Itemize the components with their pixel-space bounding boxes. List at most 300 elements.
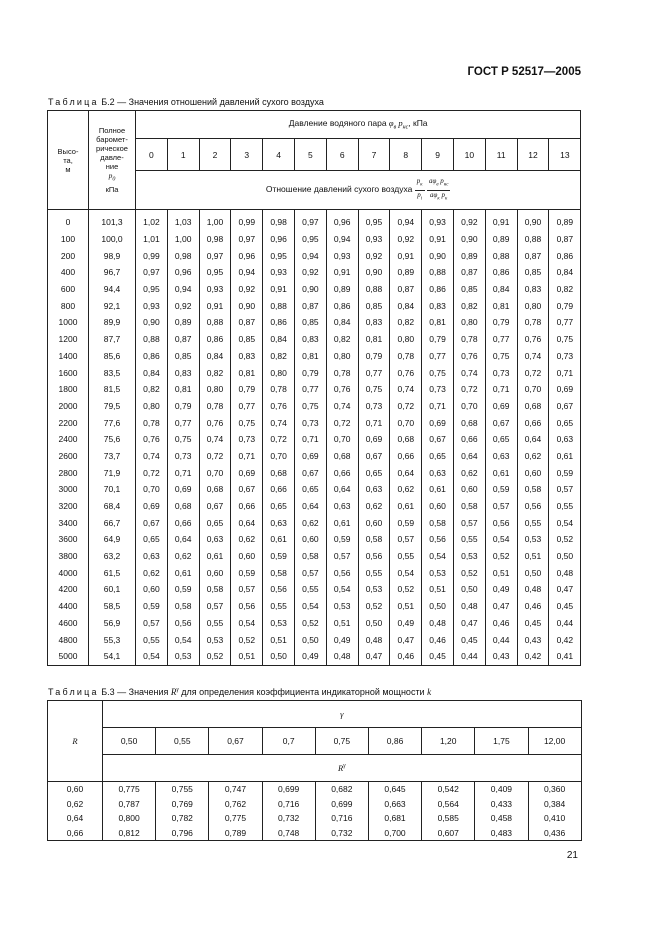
table-cell: 0,700 (368, 826, 421, 841)
table-cell: 0,92 (390, 231, 422, 248)
table-cell: 4800 (48, 631, 89, 648)
table-cell: 0,585 (422, 811, 475, 826)
table-cell: 0,79 (549, 297, 581, 314)
table-cell: 0,74 (326, 398, 358, 415)
table-cell: 0,45 (549, 598, 581, 615)
table-cell: 0,93 (263, 264, 295, 281)
table-cell: 0,69 (294, 448, 326, 465)
table-cell: 0,67 (358, 448, 390, 465)
table-row (48, 531, 581, 548)
table-cell: 0,74 (199, 431, 231, 448)
table-cell: 0,78 (326, 364, 358, 381)
table-cell: 0,47 (549, 581, 581, 598)
table-cell: 0,50 (294, 631, 326, 648)
table-cell: 92,1 (89, 297, 136, 314)
table-cell: 0,769 (156, 797, 209, 812)
table-cell: 0,78 (517, 314, 549, 331)
table-cell: 0,76 (453, 348, 485, 365)
table-cell: 0,81 (358, 331, 390, 348)
table-cell: 75,6 (89, 431, 136, 448)
table-cell: 0,73 (485, 364, 517, 381)
vapor-col-header: 0 (136, 139, 168, 171)
table-cell: 0,64 (326, 481, 358, 498)
table-cell: 0,51 (422, 581, 454, 598)
table-cell: 0,88 (485, 247, 517, 264)
table-cell: 0,54 (167, 631, 199, 648)
table-cell: 0,483 (475, 826, 528, 841)
table-cell: 0,52 (549, 531, 581, 548)
table-row (48, 314, 581, 331)
table-cell: 0,70 (136, 481, 168, 498)
table-cell: 0,67 (294, 464, 326, 481)
table-cell: 0,97 (136, 264, 168, 281)
table-cell: 0,94 (167, 281, 199, 298)
table-cell: 0,53 (326, 598, 358, 615)
table-cell: 0,748 (262, 826, 315, 841)
table-cell: 0,93 (422, 210, 454, 231)
table-cell: 0,47 (485, 598, 517, 615)
table-cell: 0,97 (231, 231, 263, 248)
table-cell: 0,61 (390, 498, 422, 515)
table-row (48, 464, 581, 481)
table-cell: 3800 (48, 548, 89, 565)
table-cell: 0,54 (231, 615, 263, 632)
table-cell: 0,800 (103, 811, 156, 826)
table-cell: 70,1 (89, 481, 136, 498)
table-cell: 0,64 (517, 431, 549, 448)
table-cell: 0,48 (549, 564, 581, 581)
table-cell: 0,92 (167, 297, 199, 314)
table-cell: 0,67 (136, 514, 168, 531)
table-cell: 0,94 (390, 210, 422, 231)
table-cell: 0,72 (517, 364, 549, 381)
table-cell: 0,88 (263, 297, 295, 314)
table-cell: 4600 (48, 615, 89, 632)
table-cell: 0,85 (517, 264, 549, 281)
table-cell: 0,52 (485, 548, 517, 565)
table-cell: 0,46 (485, 615, 517, 632)
gamma-col-header: 1,75 (475, 728, 528, 755)
table-cell: 0,56 (263, 581, 295, 598)
table-cell: 0,51 (263, 631, 295, 648)
table-row (48, 414, 581, 431)
col-height-header: Высо- та, м (48, 111, 89, 210)
table-cell: 0,63 (263, 514, 295, 531)
table-cell: 0,699 (315, 797, 368, 812)
table-cell: 0,48 (453, 598, 485, 615)
table-cell: 0,699 (262, 782, 315, 797)
table-cell: 58,5 (89, 598, 136, 615)
table-row (48, 826, 582, 841)
table-cell: 100,0 (89, 231, 136, 248)
table-cell: 0,95 (263, 247, 295, 264)
caption-label: Таблица (48, 97, 99, 107)
table-cell: 0,75 (422, 364, 454, 381)
table-cell: 0,55 (263, 598, 295, 615)
table-cell: 0,81 (422, 314, 454, 331)
table-row (48, 648, 581, 665)
table-cell: 0,50 (422, 598, 454, 615)
table-cell: 83,5 (89, 364, 136, 381)
table-row (48, 331, 581, 348)
table-cell: 0,59 (231, 564, 263, 581)
table-cell: 0,607 (422, 826, 475, 841)
table-cell: 64,9 (89, 531, 136, 548)
table-cell: 0,66 (390, 448, 422, 465)
table-cell: 0,71 (485, 381, 517, 398)
table-cell: 0,62 (231, 531, 263, 548)
table-cell: 0,90 (453, 231, 485, 248)
table-cell: 0,93 (199, 281, 231, 298)
table-cell: 0,79 (231, 381, 263, 398)
table-cell: 0,95 (294, 231, 326, 248)
table-cell: 0,63 (358, 481, 390, 498)
vapor-col-header: 11 (485, 139, 517, 171)
table-cell: 0,67 (485, 414, 517, 431)
table-cell: 0,90 (136, 314, 168, 331)
table-cell: 0,96 (231, 247, 263, 264)
table-cell: 0,66 (517, 414, 549, 431)
table-cell: 0,69 (549, 381, 581, 398)
table-cell: 3400 (48, 514, 89, 531)
table-cell: 0,433 (475, 797, 528, 812)
table-row (48, 811, 582, 826)
table-row (48, 481, 581, 498)
table-cell: 0,50 (549, 548, 581, 565)
table-cell: 0,66 (48, 826, 103, 841)
table-cell: 0,64 (453, 448, 485, 465)
vapor-col-header: 8 (390, 139, 422, 171)
table-cell: 56,9 (89, 615, 136, 632)
table-cell: 0,72 (453, 381, 485, 398)
table-cell: 0,69 (485, 398, 517, 415)
vapor-col-header: 7 (358, 139, 390, 171)
table-cell: 0,61 (422, 481, 454, 498)
table-cell: 0,60 (136, 581, 168, 598)
table-cell: 0,65 (422, 448, 454, 465)
gamma-col-header: 1,20 (422, 728, 475, 755)
table-cell: 0,87 (549, 231, 581, 248)
table-cell: 0,70 (326, 431, 358, 448)
table-cell: 0,71 (549, 364, 581, 381)
table-cell: 0,78 (390, 348, 422, 365)
table-cell: 1,00 (199, 210, 231, 231)
table-cell: 0,52 (199, 648, 231, 665)
table-cell: 1,01 (136, 231, 168, 248)
table-cell: 73,7 (89, 448, 136, 465)
table-cell: 0,87 (390, 281, 422, 298)
rgamma-header: $R^\gamma$ (103, 755, 582, 782)
table-cell: 0,73 (231, 431, 263, 448)
table-cell: 0,82 (263, 348, 295, 365)
table-cell: 4200 (48, 581, 89, 598)
table-cell: 0,55 (199, 615, 231, 632)
table-cell: 0,76 (517, 331, 549, 348)
table-cell: 0,45 (422, 648, 454, 665)
table-b2 (47, 110, 581, 666)
table-cell: 0,51 (231, 648, 263, 665)
table-cell: 0,52 (294, 615, 326, 632)
table-cell: 1600 (48, 364, 89, 381)
table-cell: 0,97 (199, 247, 231, 264)
table-cell: 0,56 (485, 514, 517, 531)
table-cell: 0,99 (231, 210, 263, 231)
table-cell: 2600 (48, 448, 89, 465)
table-cell: 0,75 (231, 414, 263, 431)
table-cell: 0,59 (167, 581, 199, 598)
table-row (48, 581, 581, 598)
table-cell: 0,56 (422, 531, 454, 548)
table-cell: 61,5 (89, 564, 136, 581)
gamma-col-header: 12,00 (528, 728, 581, 755)
table-cell: 0,88 (517, 231, 549, 248)
table-cell: 0,53 (358, 581, 390, 598)
table-cell: 0,53 (422, 564, 454, 581)
table-cell: 0,77 (294, 381, 326, 398)
col-pressure-header: Полное баромет- рическое давле- ние $p_0$ кПа (89, 111, 136, 210)
document-header: ГОСТ Р 52517—2005 (467, 66, 581, 78)
table-cell: 0,682 (315, 782, 368, 797)
table-cell: 0,796 (156, 826, 209, 841)
col-R-header: R (48, 701, 103, 782)
table-cell: 0,81 (485, 297, 517, 314)
table-cell: 0,67 (231, 481, 263, 498)
table-cell: 0,96 (326, 210, 358, 231)
pressure-symbol: $p_0$ (108, 171, 116, 183)
table-cell: 0,47 (358, 648, 390, 665)
table-cell: 0,74 (517, 348, 549, 365)
table-cell: 0,86 (263, 314, 295, 331)
table-cell: 0,94 (326, 231, 358, 248)
table-cell: 0,59 (390, 514, 422, 531)
table-row (48, 514, 581, 531)
table-cell: 3200 (48, 498, 89, 515)
table-cell: 0,65 (136, 531, 168, 548)
table-cell: 66,7 (89, 514, 136, 531)
table-cell: 0,81 (167, 381, 199, 398)
table-cell: 0,57 (231, 581, 263, 598)
table-cell: 0,542 (422, 782, 475, 797)
table-cell: 0,89 (390, 264, 422, 281)
table-cell: 0,60 (358, 514, 390, 531)
table-cell: 0,410 (528, 811, 581, 826)
table-cell: 0,69 (358, 431, 390, 448)
table-cell: 0,45 (453, 631, 485, 648)
table-cell: 0,56 (326, 564, 358, 581)
table-cell: 0,60 (422, 498, 454, 515)
table-cell: 0,775 (103, 782, 156, 797)
table-cell: 1,00 (167, 231, 199, 248)
table-cell: 0,458 (475, 811, 528, 826)
table-cell: 0,94 (294, 247, 326, 264)
table-cell: 0,48 (517, 581, 549, 598)
gamma-col-header: 0,50 (103, 728, 156, 755)
table-cell: 0,564 (422, 797, 475, 812)
table-cell: 0,63 (199, 531, 231, 548)
table-cell: 0,812 (103, 826, 156, 841)
table-row (48, 631, 581, 648)
table-b3-caption (48, 687, 431, 697)
table-cell: 0,84 (549, 264, 581, 281)
table-cell: 0,50 (263, 648, 295, 665)
table-row (48, 498, 581, 515)
table-cell: 0,99 (136, 247, 168, 264)
table-cell: 0,732 (262, 811, 315, 826)
table-cell: 0,56 (231, 598, 263, 615)
table-cell: 0,87 (294, 297, 326, 314)
table-cell: 0,70 (263, 448, 295, 465)
table-cell: 0,53 (263, 615, 295, 632)
table-row (48, 264, 581, 281)
table-cell: 0,70 (390, 414, 422, 431)
table-cell: 0,56 (517, 498, 549, 515)
table-cell: 0,75 (167, 431, 199, 448)
table-cell: 0,60 (48, 782, 103, 797)
table-cell: 0,48 (358, 631, 390, 648)
table-cell: 0,62 (167, 548, 199, 565)
table-cell: 0,54 (422, 548, 454, 565)
table-cell: 0,98 (199, 231, 231, 248)
table-cell: 71,9 (89, 464, 136, 481)
table-cell: 0,84 (136, 364, 168, 381)
table-cell: 0,58 (263, 564, 295, 581)
table-cell: 0,54 (390, 564, 422, 581)
gamma-col-header: 0,75 (315, 728, 368, 755)
table-cell: 0,69 (231, 464, 263, 481)
table-cell: 0,75 (485, 348, 517, 365)
table-cell: 0,91 (326, 264, 358, 281)
table-cell: 89,9 (89, 314, 136, 331)
table-cell: 0,79 (422, 331, 454, 348)
table-cell: 0,73 (549, 348, 581, 365)
gamma-col-header: 0,7 (262, 728, 315, 755)
table-cell: 0,716 (262, 797, 315, 812)
table-cell: 0,79 (294, 364, 326, 381)
table-cell: 0,55 (358, 564, 390, 581)
table-cell: 0,85 (453, 281, 485, 298)
table-cell: 60,1 (89, 581, 136, 598)
table-cell: 0,86 (199, 331, 231, 348)
table-cell: 0,84 (199, 348, 231, 365)
table-cell: 0,60 (517, 464, 549, 481)
table-cell: 0,62 (517, 448, 549, 465)
table-cell: 0,77 (549, 314, 581, 331)
table-cell: 0,87 (167, 331, 199, 348)
table-cell: 0,48 (422, 615, 454, 632)
table-cell: 0,91 (422, 231, 454, 248)
table-cell: 0,78 (199, 398, 231, 415)
table-cell: 0,73 (294, 414, 326, 431)
table-row (48, 782, 582, 797)
table-cell: 0,92 (453, 210, 485, 231)
table-cell: 0,732 (315, 826, 368, 841)
table-cell: 0,80 (326, 348, 358, 365)
table-cell: 0,74 (390, 381, 422, 398)
table-cell: 3600 (48, 531, 89, 548)
table-cell: 0,68 (199, 481, 231, 498)
vapor-col-header: 3 (231, 139, 263, 171)
table-cell: 0,80 (199, 381, 231, 398)
table-cell: 0,86 (549, 247, 581, 264)
table-cell: 3000 (48, 481, 89, 498)
table-cell: 0,65 (358, 464, 390, 481)
table-cell: 0,47 (390, 631, 422, 648)
table-cell: 100 (48, 231, 89, 248)
table-cell: 0,91 (390, 247, 422, 264)
table-cell: 0,782 (156, 811, 209, 826)
table-cell: 0,59 (263, 548, 295, 565)
table-cell: 0,70 (453, 398, 485, 415)
table-cell: 0,91 (485, 210, 517, 231)
table-cell: 0,98 (263, 210, 295, 231)
table-cell: 0,82 (199, 364, 231, 381)
table-cell: 0,58 (167, 598, 199, 615)
table-cell: 2200 (48, 414, 89, 431)
table-cell: 0,61 (549, 448, 581, 465)
table-cell: 0,60 (231, 548, 263, 565)
table-cell: 0,54 (549, 514, 581, 531)
caption-label: Таблица (48, 687, 99, 697)
table-cell: 0,52 (358, 598, 390, 615)
table-cell: 0,56 (167, 615, 199, 632)
table-cell: 0,68 (517, 398, 549, 415)
table-cell: 0,80 (136, 398, 168, 415)
table-cell: 0,71 (422, 398, 454, 415)
vapor-col-header: 9 (422, 139, 454, 171)
table-cell: 0,67 (422, 431, 454, 448)
table-cell: 0,95 (358, 210, 390, 231)
table-cell: 0,663 (368, 797, 421, 812)
table-cell: 0,789 (209, 826, 262, 841)
caption-text: Б.3 — Значения $R^\gamma$ для определения коэффициента индикаторной мощности k (101, 687, 432, 697)
table-cell: 0,52 (390, 581, 422, 598)
table-row (48, 448, 581, 465)
table-cell: 0,49 (485, 581, 517, 598)
table-cell: 0,90 (422, 247, 454, 264)
table-cell: 0,51 (485, 564, 517, 581)
table-cell: 54,1 (89, 648, 136, 665)
table-cell: 0,58 (358, 531, 390, 548)
table-cell: 0,62 (453, 464, 485, 481)
table-cell: 0,54 (485, 531, 517, 548)
table-cell: 0,54 (294, 598, 326, 615)
table-cell: 0,50 (358, 615, 390, 632)
table-cell: 0,58 (517, 481, 549, 498)
table-cell: 0,90 (517, 210, 549, 231)
table-cell: 87,7 (89, 331, 136, 348)
table-cell: 2800 (48, 464, 89, 481)
table-cell: 0,75 (549, 331, 581, 348)
vapor-col-header: 1 (167, 139, 199, 171)
table-cell: 0,95 (136, 281, 168, 298)
table-cell: 0,88 (136, 331, 168, 348)
table-cell: 0,70 (199, 464, 231, 481)
table-cell: 800 (48, 297, 89, 314)
table-cell: 0,53 (199, 631, 231, 648)
table-cell: 0,67 (549, 398, 581, 415)
table-cell: 0,43 (485, 648, 517, 665)
table-cell: 0,436 (528, 826, 581, 841)
table-cell: 0,409 (475, 782, 528, 797)
table-cell: 0,83 (517, 281, 549, 298)
table-cell: 0,42 (517, 648, 549, 665)
table-cell: 0,52 (231, 631, 263, 648)
table-cell: 0,68 (167, 498, 199, 515)
table-cell: 0,51 (517, 548, 549, 565)
table-cell: 0,55 (549, 498, 581, 515)
table-cell: 0,46 (390, 648, 422, 665)
table-cell: 0,95 (199, 264, 231, 281)
